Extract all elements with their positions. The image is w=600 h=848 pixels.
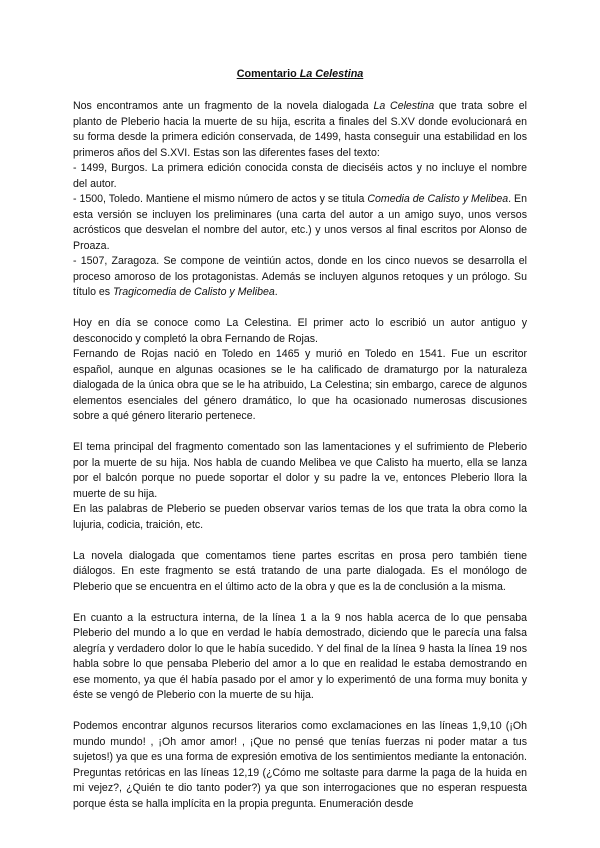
phase-1500-text-a: - 1500, Toledo. Mantiene el mismo número de actos y se titula <box>73 193 368 205</box>
phase-1500-text-c: . En esta versión se incluyen los preliminares (una carta del autor a un amigo suyo, unos versos acrósticos que desvelan el nombre del autor, etc.) y unos versos al final escritos por Alonso de Proaza. <box>73 193 527 252</box>
resources-paragraph: Podemos encontrar algunos recursos literarios como exclamaciones en las líneas 1,9,10 (¡Oh mundo mundo! , ¡Oh amor amor! , ¡Que no pensé que tenías fuerzas ni poder matar a tus sujetos!) ya que es una forma de expresión emotiva de los sentimientos mediante la entonación. Preguntas retóricas en las líneas 12,19 (¿Cómo me soltaste para darme la paga de la huida en mi vejez?, ¿Quién te dio tanto poder?) ya que son interrogaciones que no esperan respuesta porque ésta se halla implícita en la propia pregunta. Enumeración desde <box>73 720 527 810</box>
phase-1507-text-c: . <box>274 286 278 298</box>
paragraph-gap <box>73 301 527 317</box>
phase-1507-title: Tragicomedia de Calisto y Melibea <box>113 286 275 298</box>
intro-text-c: que trata sobre el planto de Pleberio hacia la muerte de su hija, escrita a finales del S.XV donde evolucionará en su forma desde la primera edición conservada, de 1499, hasta conseguir una estabilidad en los primeros años del S.XVI. Estas son las diferentes fases del texto: <box>73 100 527 159</box>
document-title <box>0 67 600 83</box>
intro-paragraph <box>73 99 527 161</box>
theme-paragraph: El tema principal del fragmento comentado son las lamentaciones y el sufrimiento de Pleberio por la muerte de su hija. Nos habla de cuando Melibea ve que Calisto ha muerto, ella se lanza por el balcón porque no puede soportar el dolor y su padre la ve, entonces Pleberio llora la muerte de su hija. <box>73 441 527 500</box>
intro-work-title: La Celestina <box>373 100 435 112</box>
phase-1500-title: Comedia de Calisto y Melibea <box>367 193 509 205</box>
phase-1499: - 1499, Burgos. La primera edición conocida consta de dieciséis actos y no incluye el nombre del autor. <box>73 162 527 190</box>
title-plain: Comentario <box>236 68 300 80</box>
document-body <box>73 99 527 812</box>
celestina-paragraph: Hoy en día se conoce como La Celestina. El primer acto lo escribió un autor antiguo y desconocido y completó la obra Fernando de Rojas. <box>73 317 527 345</box>
structure-paragraph: En cuanto a la estructura interna, de la línea 1 a la 9 nos habla acerca de lo que pensaba Pleberio del mundo a lo que en verdad le había demostrado, diciendo que le parecía una falsa alegría y verdadero dolor lo que le había sucedido. Y del final de la línea 9 hasta la línea 19 nos habla sobre lo que pensaba Pleberio del amor a lo que en realidad le estaba demostrando en ese momento, ya que él había pasado por el amor y lo experimentó de una forma muy bonita y éste se vengó de Pleberio con la muerte de su hija. <box>73 611 527 701</box>
intro-text-a: Nos encontramos ante un fragmento de la novela dialogada <box>73 100 374 112</box>
form-paragraph: La novela dialogada que comentamos tiene partes escritas en prosa pero también tiene diálogos. En este fragmento se está tratando de una parte dialogada. Es el monólogo de Pleberio que se encuentra en el último acto de la obra y que es la de conclusión a la misma. <box>73 549 527 593</box>
phase-1500 <box>73 192 527 254</box>
paragraph-gap <box>73 704 527 720</box>
themes-list-paragraph: En las palabras de Pleberio se pueden observar varios temas de los que trata la obra como la lujuria, codicia, traición, etc. <box>73 503 527 531</box>
paragraph-gap <box>73 595 527 611</box>
phase-1507-text-a: - 1507, Zaragoza. Se compone de veintiún actos, donde en los cinco nuevos se desarrolla el proceso amoroso de los protagonistas. Además se incluyen algunos retoques y un prólogo. Su título es <box>73 255 527 298</box>
author-paragraph: Fernando de Rojas nació en Toledo en 1465 y murió en Toledo en 1541. Fue un escritor español, aunque en algunas ocasiones se le ha calificado de dramaturgo por la naturaleza dialogada de la única obra que se le ha atribuido, La Celestina; sin embargo, carece de algunos elementos esenciales del género dramático, lo que ha ocasionado numerosas discusiones sobre a qué género literario pertenece. <box>73 348 527 422</box>
phase-1507 <box>73 254 527 301</box>
paragraph-gap <box>73 533 527 549</box>
paragraph-gap <box>73 425 527 441</box>
title-italic: La Celestina <box>299 68 364 80</box>
